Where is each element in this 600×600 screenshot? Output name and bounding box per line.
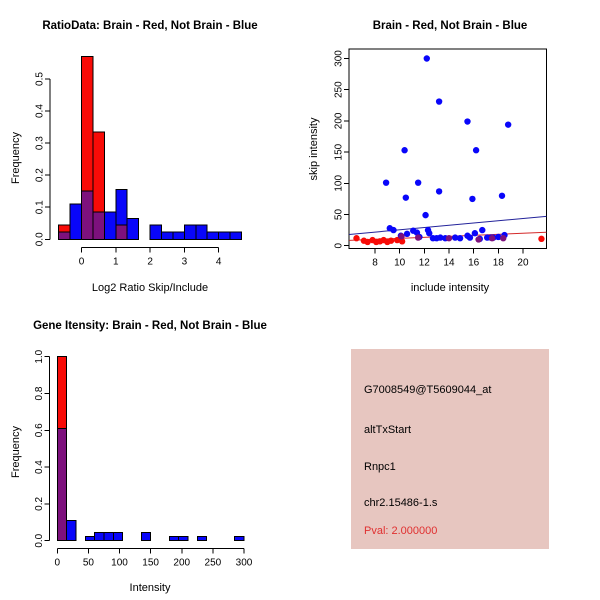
ratio-histogram-ylabel: Frequency <box>10 132 22 184</box>
svg-text:300: 300 <box>333 50 345 67</box>
svg-text:100: 100 <box>111 557 128 569</box>
svg-text:3: 3 <box>181 256 188 268</box>
scatter-ylabel: skip intensity <box>308 117 320 181</box>
svg-text:50: 50 <box>82 557 94 569</box>
scatter-plot <box>300 0 600 300</box>
gene-info-box <box>351 349 549 549</box>
svg-text:0.4: 0.4 <box>33 460 45 475</box>
svg-text:1: 1 <box>113 256 119 268</box>
scatter-xlabel: include intensity <box>410 282 490 294</box>
svg-text:0.5: 0.5 <box>34 72 46 86</box>
svg-text:200: 200 <box>173 557 191 569</box>
svg-text:0.8: 0.8 <box>33 386 45 401</box>
ratio-histogram-title: RatioData: Brain - Red, Not Brain - Blue <box>42 20 258 32</box>
svg-text:150: 150 <box>142 557 159 569</box>
svg-text:20: 20 <box>517 257 529 269</box>
svg-text:8: 8 <box>372 257 378 269</box>
svg-text:14: 14 <box>443 257 455 269</box>
panel-ratio-histogram <box>0 0 300 300</box>
gene-name-text: Rnpc1 <box>364 461 396 473</box>
svg-text:250: 250 <box>333 81 345 99</box>
svg-text:0.0: 0.0 <box>34 232 46 247</box>
svg-text:0.3: 0.3 <box>34 136 46 151</box>
panel-scatter <box>300 0 600 300</box>
gene-histogram-title: Gene Itensity: Brain - Red, Not Brain - Blue <box>33 320 267 332</box>
event-type-text: altTxStart <box>364 424 412 436</box>
svg-text:2: 2 <box>147 256 153 268</box>
panel-info <box>300 300 600 600</box>
svg-text:16: 16 <box>468 257 480 269</box>
svg-text:0.1: 0.1 <box>34 200 46 215</box>
ratio-histogram-plot <box>0 0 300 300</box>
svg-text:300: 300 <box>235 557 253 569</box>
scatter-title: Brain - Red, Not Brain - Blue <box>372 20 528 32</box>
svg-text:0: 0 <box>54 557 61 569</box>
svg-text:0: 0 <box>78 256 85 268</box>
locus-text: chr2.15486-1.s <box>364 497 438 509</box>
svg-text:200: 200 <box>333 112 345 130</box>
svg-text:250: 250 <box>204 557 222 569</box>
svg-text:0.0: 0.0 <box>33 533 45 548</box>
svg-text:100: 100 <box>333 174 345 192</box>
gene-histogram-xlabel: Intensity <box>129 582 171 594</box>
gene-histogram-ylabel: Frequency <box>10 426 22 478</box>
svg-text:1.0: 1.0 <box>33 349 45 364</box>
panel-gene-histogram <box>0 300 300 600</box>
svg-text:0.4: 0.4 <box>34 104 46 119</box>
svg-text:0.2: 0.2 <box>34 168 46 183</box>
pval-text: Pval: 2.000000 <box>364 525 438 537</box>
svg-text:0: 0 <box>333 242 345 249</box>
ratio-histogram-xlabel: Log2 Ratio Skip/Include <box>91 282 209 294</box>
svg-text:0.6: 0.6 <box>33 423 45 438</box>
gene-histogram-plot <box>0 300 300 600</box>
svg-text:0.2: 0.2 <box>33 496 45 511</box>
probe-id-text: G7008549@T5609044_at <box>364 384 492 396</box>
svg-text:10: 10 <box>394 257 406 269</box>
svg-text:150: 150 <box>333 143 345 161</box>
svg-text:12: 12 <box>418 257 430 269</box>
svg-text:4: 4 <box>215 256 222 268</box>
svg-text:18: 18 <box>492 257 504 269</box>
svg-text:50: 50 <box>333 208 345 221</box>
